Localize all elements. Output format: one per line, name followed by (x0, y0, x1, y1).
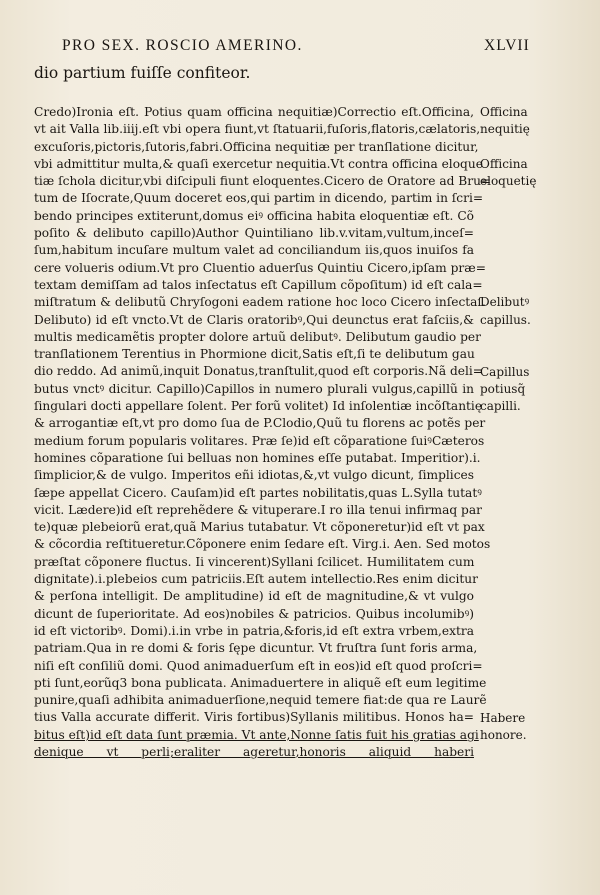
page-header (0, 37, 600, 59)
text-line: homines cõparatione ſui belluas non homines eſſe putabat. Imperitior).i. (34, 450, 481, 465)
text-line: dio reddo. Ad animũ,inquit Donatus,tranſtulit,quod eſt corporis.Nã deli= (34, 364, 483, 379)
text-line: vt ait Valla lib.iiij.eſt vbi opera fiunt,vt ſtatuarii,fuſoris,flatoris,cælatoris, (34, 122, 481, 137)
text-line: patriam.Qua in re domi & foris ſępe dicuntur. Vt fruſtra ſunt foris arma, (34, 641, 478, 656)
text-line: ſum,habitum incuſare multum valet ad conciliandum iis,quos inuiſos fa (34, 243, 474, 258)
margin-note: eloquetię (480, 174, 537, 189)
margin-note: potiusq̃ (480, 381, 526, 396)
margin-note: Officina (480, 156, 528, 171)
text-line: tranſlationem Terentius in Phormione dicit,Satis eſt,ſi te delibutum gau (34, 347, 475, 362)
text-line: cere volueris odium.Vt pro Cluentio aduerſus Quintiu Cicero,ipſam præ= (34, 260, 486, 275)
text-line: tiæ ſchola dicitur,vbi diſcipuli fiunt eloquentes.Cicero de Oratore ad Bru= (34, 174, 492, 189)
text-line: dicunt de ſuperioritate. Ad eos)nobiles & patricios. Quibus incolumibꝰ) (34, 606, 474, 621)
text-line: bitus eſt)id eſt data ſunt præmia. Vt ante,Nonne ſatis fuit his gratias agi (34, 727, 479, 742)
text-line: dignitate).i.plebeios cum patriciis.Eſt autem intellectio.Res enim dicitur (34, 572, 478, 587)
text-line: tius Valla accurate differit. Viris fortibus)Syllanis militibus. Honos ha= (34, 710, 474, 725)
text-line: præſtat cõponere fluctus. Ii vincerent)Syllani ſcilicet. Humilitatem cum (34, 554, 475, 569)
text-line: vbi admittitur multa,& quaſi exercetur nequitia.Vt contra officina eloque (34, 156, 483, 171)
margin-note: Capillus (480, 364, 530, 379)
text-line: multis medicamẽtis propter dolore artuũ delibutꝰ. Delibutum gaudio per (34, 329, 481, 344)
text-line: te)quæ plebeiorũ erat,quã Marius tutabatur. Vt cõponeretur)id eſt vt pax (34, 520, 485, 535)
text-line: bendo principes extiterunt,domus eiꝰ officina habita eloquentiæ eſt. Cõ (34, 208, 474, 223)
text-line: medium forum popularis volitares. Præ ſe)id eſt cõparatione ſuiꝰCæteros (34, 433, 485, 448)
running-head: PRO SEX. ROSCIO AMERINO. (62, 37, 303, 54)
text-line: vicit. Lædere)id eſt reprehẽdere & vituperare.I ro illa tenui infirmaq par (34, 502, 482, 517)
margin-continuation: nequitię (480, 122, 530, 137)
text-line: pti ſunt,eorũq3 bona publicata. Animaduertere in aliquẽ eſt eum legitime (34, 675, 487, 690)
text-line: miſtratum & delibutũ Chryſogoni eadem ratione hoc loco Cicero inſectaſ. (34, 295, 486, 310)
text-line: Delibuto) id eſt vncto.Vt de Claris oratoribꝰ,Qui deunctus erat faſciis,& (34, 312, 474, 327)
margin-note: honore. (480, 727, 527, 742)
text-line: tum de Iſocrate,Quum doceret eos,qui partim in dicendo, partim in ſcri= (34, 191, 484, 206)
text-line: punire,quaſi adhibita animaduerſione,nequid temere fiat:de qua re Laurẽ (34, 693, 487, 708)
text-line: ſimplicior,& de vulgo. Imperitos eñi idiotas,&,vt vulgo dicunt, ſimplices (34, 468, 474, 483)
margin-note: capilli. (480, 399, 521, 414)
text-line: poſito & delibuto capillo)Author Quintiliano lib.v.vitam,vultum,inceſ= (34, 226, 474, 241)
margin-note: Delibutꝰ (480, 295, 530, 310)
commentary-body (34, 104, 492, 761)
margin-note: Officina (480, 105, 528, 119)
text-line: excuſoris,pictoris,ſutoris,fabri.Officina nequitiæ per tranſlatione dicitur, (34, 139, 479, 154)
text-line: & perſona intelligit. De amplitudine) id eſt de magnitudine,& vt vulgo (34, 589, 474, 604)
text-line: butus vnctꝰ dicitur. Capillo)Capillos in numero plurali vulgus,capillũ in (34, 381, 474, 396)
text-line: denique vt perli;eraliter ageretur,honoris aliquid haberi (34, 744, 474, 759)
folio-number: XLVII (484, 37, 530, 54)
text-line: textam demiſſam ad talos inſectatus eſt Capillum cõpoſitum) id eſt cala= (34, 277, 483, 292)
text-line: ſingulari docti appellare ſolent. Per forũ volitet) Id inſolentiæ incõſtantię (34, 399, 483, 414)
text-line: & cõcordia reſtitueretur.Cõponere enim ſedare eſt. Virg.i. Aen. Sed motos (34, 537, 491, 552)
margin-note: Habere (480, 710, 526, 725)
text-line: Credo)Ironia eſt. Potius quam officina nequitiæ)Correctio eſt.Officina, (34, 105, 474, 119)
margin-note: capillus. (480, 312, 531, 327)
text-line: id eſt victoribꝰ. Domi).i.in vrbe in patria,&foris,id eſt extra vrbem,extra (34, 623, 474, 638)
first-text-line: dio partium fuiſſe confiteor. (34, 64, 251, 82)
text-line: & arrogantiæ eſt,vt pro domo ſua de P.Clodio,Quũ tu florens ac potẽs per (34, 416, 486, 431)
text-line: ſæpe appellat Cicero. Cauſam)id eſt partes nobilitatis,quas L.Sylla tutatꝰ (34, 485, 482, 500)
text-line: niſi eſt conſiliũ domi. Quod animaduerſum eſt in eos)id eſt quod proſcri= (34, 658, 483, 673)
